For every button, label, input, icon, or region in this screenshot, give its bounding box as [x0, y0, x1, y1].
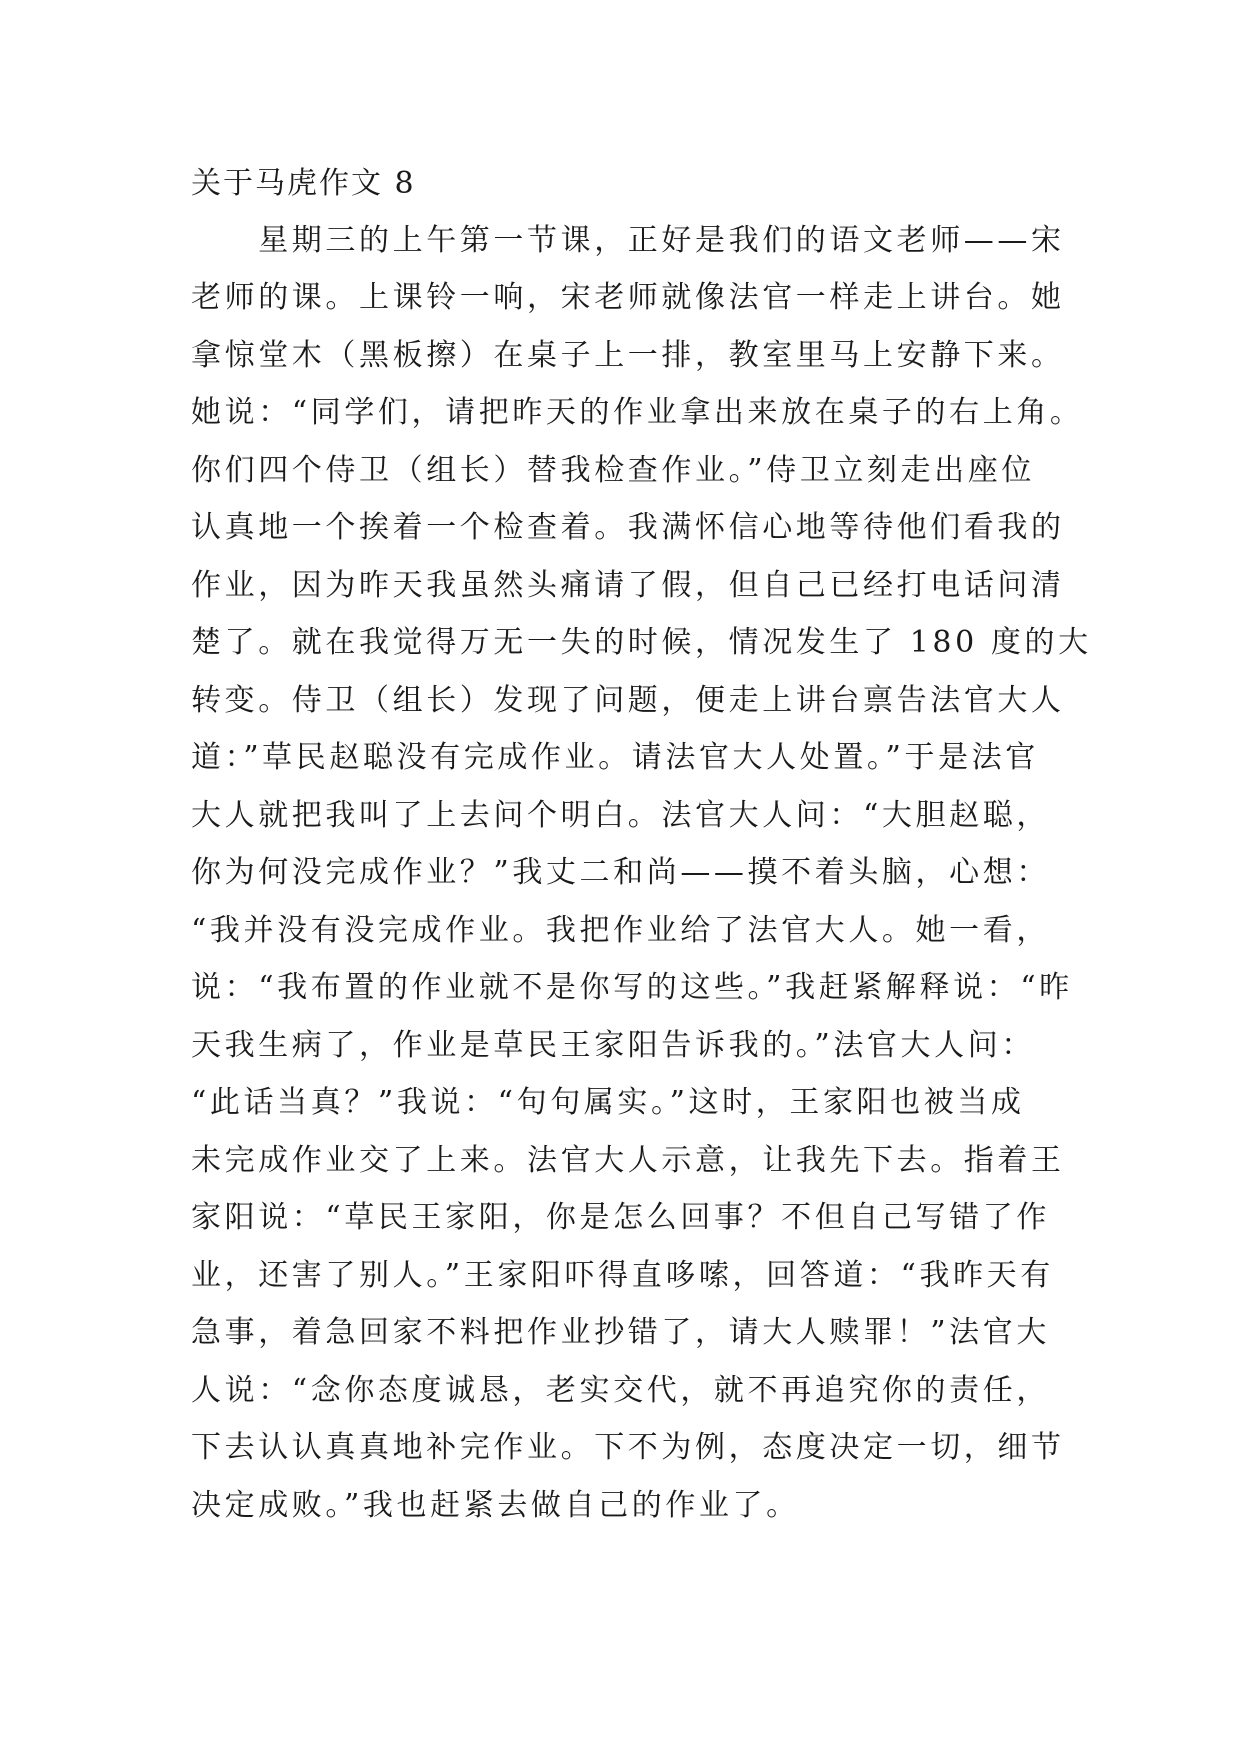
paragraph-line-10: 道：”草民赵聪没有完成作业。请法官大人处置。”于是法官 — [191, 740, 1039, 775]
paragraph-line-16: “此话当真？”我说：“句句属实。”这时，王家阳也被当成 — [191, 1085, 1025, 1120]
paragraph-line-14: 说：“我布置的作业就不是你写的这些。”我赶紧解释说：“昨 — [191, 970, 1073, 1005]
paragraph-line-23: 决定成败。”我也赶紧去做自己的作业了。 — [191, 1488, 800, 1523]
document-title: 关于马虎作文 8 — [191, 166, 416, 201]
paragraph-line-12: 你为何没完成作业？”我丈二和尚——摸不着头脑，心想： — [191, 855, 1050, 890]
paragraph-line-13: “我并没有没完成作业。我把作业给了法官大人。她一看， — [191, 913, 1050, 948]
paragraph-line-5: 你们四个侍卫（组长）替我检查作业。”侍卫立刻走出座位 — [191, 453, 1035, 488]
paragraph-line-9: 转变。侍卫（组长）发现了问题，便走上讲台禀告法官大人 — [191, 683, 1065, 718]
paragraph-line-6: 认真地一个挨着一个检查着。我满怀信心地等待他们看我的 — [191, 510, 1065, 545]
paragraph-line-4: 她说：“同学们，请把昨天的作业拿出来放在桌子的右上角。 — [191, 395, 1084, 430]
paragraph-line-11: 大人就把我叫了上去问个明白。法官大人问：“大胆赵聪， — [191, 798, 1050, 833]
paragraph-line-8: 楚了。就在我觉得万无一失的时候，情况发生了 180 度的大 — [191, 625, 1092, 660]
paragraph-line-18: 家阳说：“草民王家阳，你是怎么回事？不但自己写错了作 — [191, 1200, 1050, 1235]
paragraph-line-1: 星期三的上午第一节课，正好是我们的语文老师——宋 — [191, 223, 1065, 258]
paragraph-line-21: 人说：“念你态度诚恳，老实交代，就不再追究你的责任， — [191, 1373, 1050, 1408]
paragraph-line-2: 老师的课。上课铃一响，宋老师就像法官一样走上讲台。她 — [191, 280, 1065, 315]
paragraph-line-7: 作业，因为昨天我虽然头痛请了假，但自己已经打电话问清 — [191, 568, 1065, 603]
paragraph-line-3: 拿惊堂木（黑板擦）在桌子上一排，教室里马上安静下来。 — [191, 338, 1065, 373]
paragraph-line-15: 天我生病了，作业是草民王家阳告诉我的。”法官大人问： — [191, 1028, 1035, 1063]
paragraph-line-17: 未完成作业交了上来。法官大人示意，让我先下去。指着王 — [191, 1143, 1065, 1178]
paragraph-line-22: 下去认认真真地补完作业。下不为例，态度决定一切，细节 — [191, 1430, 1065, 1465]
paragraph-line-19: 业，还害了别人。”王家阳吓得直哆嗦，回答道：“我昨天有 — [191, 1258, 1054, 1293]
paragraph-line-20: 急事，着急回家不料把作业抄错了，请大人赎罪！”法官大 — [191, 1315, 1050, 1350]
